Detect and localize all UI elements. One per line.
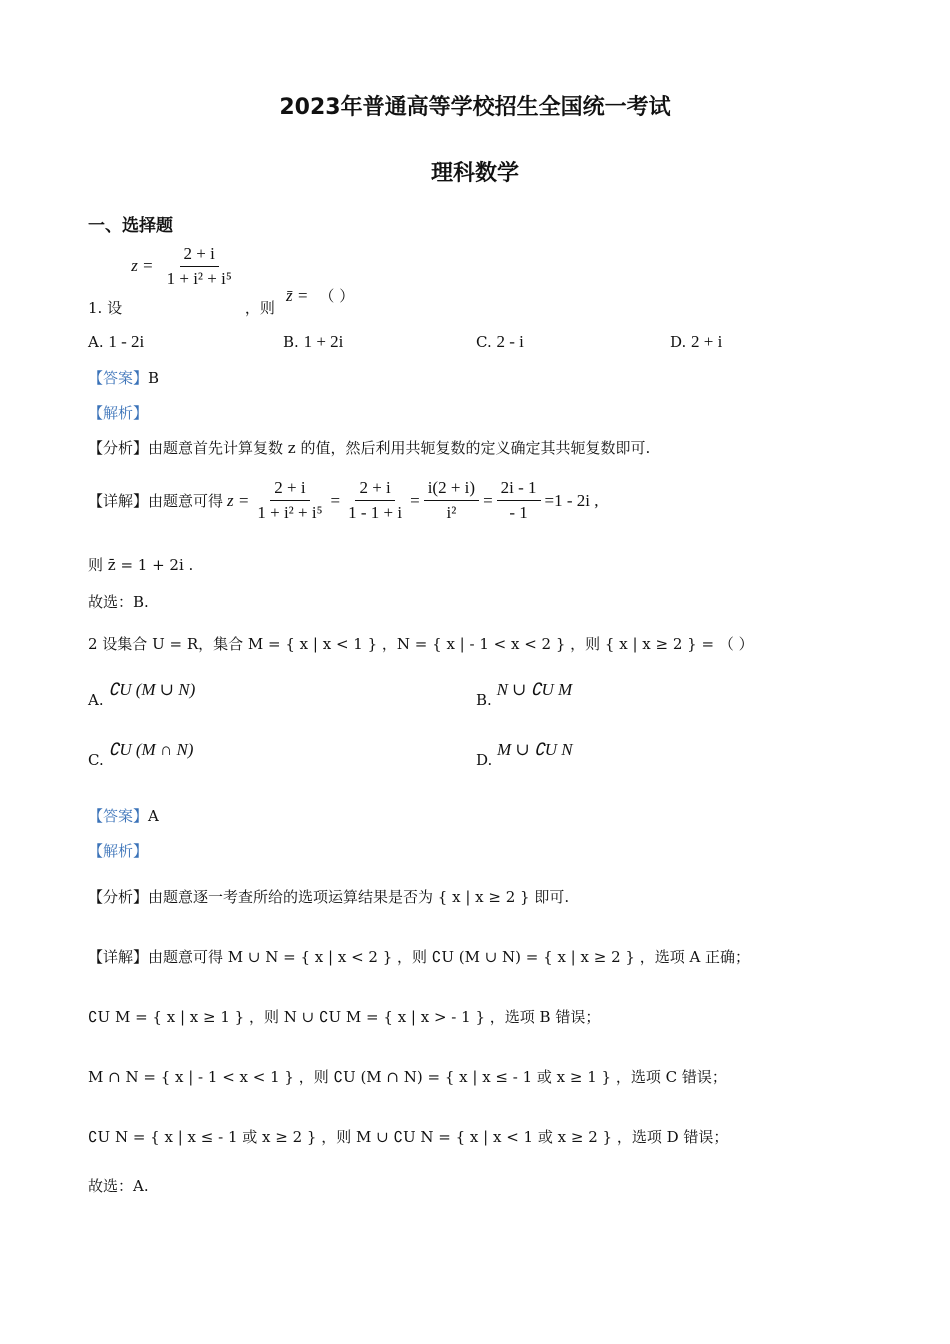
option-text: 2 + i (691, 332, 723, 351)
frac-den: 1 - 1 + i (348, 503, 403, 522)
q1-conjugate-line: 则 z̄ = 1 + 2i . (88, 556, 194, 574)
option-text: 2 - i (496, 332, 524, 351)
q1-choice: 故选：B. (88, 593, 149, 611)
option-text: M ∪ ∁U N (497, 740, 573, 759)
frac-den: 1 + i² + i⁵ (257, 503, 323, 522)
frac-num: 2 + i (355, 478, 394, 501)
q2-detail-line-2: ∁U M = { x | x ≥ 1 } ，则 N ∪ ∁U M = { x | x > - 1 } ，选项 B 错误； (88, 1008, 601, 1026)
q1-analysis-tag: 【解析】 (88, 404, 149, 422)
q2-choice: 故选：A. (88, 1177, 149, 1195)
fenxi-tag: 【分析】 (88, 439, 149, 457)
q2-fenxi (88, 886, 569, 907)
q2-detail-line-3: M ∩ N = { x | - 1 < x < 1 } ，则 ∁U (M ∩ N) = { x | x ≤ - 1 或 x ≥ 1 } ，选项 C 错误； (88, 1068, 727, 1086)
q1-then: ，则 (244, 299, 275, 317)
q1-option-c (476, 332, 524, 352)
detail-tag: 【详解】 (88, 492, 149, 510)
page-title: 2023年普通高等学校招生全国统一考试 (279, 95, 671, 120)
option-letter: C. (476, 333, 492, 351)
q2-detail-line-1 (88, 946, 750, 967)
q1-paren: （ ） (319, 287, 355, 305)
frac-num: 2 + i (270, 478, 309, 501)
option-letter: D. (476, 751, 493, 769)
q1-option-a (88, 332, 144, 352)
answer-tag: 【答案】 (88, 807, 149, 825)
q1-fenxi (88, 437, 650, 458)
q2-option-c (88, 740, 194, 770)
q2-detail-line-4: ∁U N = { x | x ≤ - 1 或 x ≥ 2 } ，则 M ∪ ∁U N = { x | x < 1 或 x ≥ 2 } ，选项 D 错误； (88, 1128, 729, 1146)
q2-option-b (476, 680, 573, 710)
q1-frac-num: 2 + i (180, 244, 219, 267)
option-text: N ∪ ∁U M (496, 680, 573, 699)
frac-den: - 1 (509, 503, 528, 522)
q1-frac-den: 1 + i² + i⁵ (166, 269, 232, 288)
q1-answer (88, 367, 159, 388)
frac-num: 2i - 1 (497, 478, 541, 501)
option-letter: A. (88, 333, 104, 351)
detail-result: =1 - 2i , (544, 490, 599, 510)
detail-frac-3 (424, 478, 479, 523)
detail-frac-1 (253, 478, 326, 523)
option-text: 1 - 2i (108, 332, 145, 351)
q1-detail: 【详解】 由题意可得 z = $\frac{2 + i}{\text{1 + i² + i⁵}}$ = $\frac{2 + i}{1 - 1 + i}$ = $\frac{i(2 + i)}{\text{i²}}$ = $\frac{2i - 1}{- 1}$ =1 - 2i , (88, 478, 599, 522)
detail-frac-4 (497, 478, 541, 523)
q1-zbar: z̄ = (285, 286, 309, 305)
option-letter: D. (670, 333, 687, 351)
section-heading: 一、选择题 (88, 216, 173, 236)
q1-z-label: z = (131, 256, 154, 275)
option-text: 1 + 2i (303, 332, 344, 351)
option-letter: B. (476, 691, 492, 709)
detail-text: 由题意可得 M ∪ N = { x | x < 2 } ，则 ∁U (M ∪ N) = { x | x ≥ 2 } ，选项 A 正确； (148, 948, 751, 966)
detail-lead: 由题意可得 (148, 492, 224, 510)
frac-den: i² (446, 503, 457, 522)
q1-fraction (163, 244, 236, 289)
q1-option-b (283, 332, 343, 352)
detail-z: z = (227, 490, 250, 510)
q1-stem (88, 244, 355, 317)
fenxi-text: 由题意逐一考查所给的选项运算结果是否为 { x | x ≥ 2 } 即可. (148, 888, 570, 906)
q2-answer (88, 805, 159, 826)
answer-value: A (148, 807, 159, 825)
q2-stem: 2 设集合 U = R，集合 M = { x | x < 1 } ，N = { x | - 1 < x < 2 } ，则 { x | x ≥ 2 } = （ ） (88, 635, 754, 653)
option-text: ∁U (M ∪ N) (108, 680, 196, 699)
q1-option-d (670, 332, 722, 352)
q1-prefix: 1. 设 (88, 299, 123, 317)
answer-tag: 【答案】 (88, 369, 149, 387)
option-letter: B. (283, 333, 299, 351)
q2-option-a (88, 680, 196, 710)
answer-value: B (148, 369, 160, 387)
fenxi-tag: 【分析】 (88, 888, 149, 906)
frac-num: i(2 + i) (424, 478, 479, 501)
q2-option-d (476, 740, 573, 770)
fenxi-text: 由题意首先计算复数 z 的值，然后利用共轭复数的定义确定其共轭复数即可. (148, 439, 651, 457)
option-text: ∁U (M ∩ N) (108, 740, 194, 759)
page-subtitle: 理科数学 (430, 161, 519, 186)
detail-frac-2 (344, 478, 406, 523)
detail-tag: 【详解】 (88, 948, 149, 966)
option-letter: C. (88, 751, 104, 769)
q2-analysis-tag: 【解析】 (88, 842, 149, 860)
option-letter: A. (88, 691, 104, 709)
